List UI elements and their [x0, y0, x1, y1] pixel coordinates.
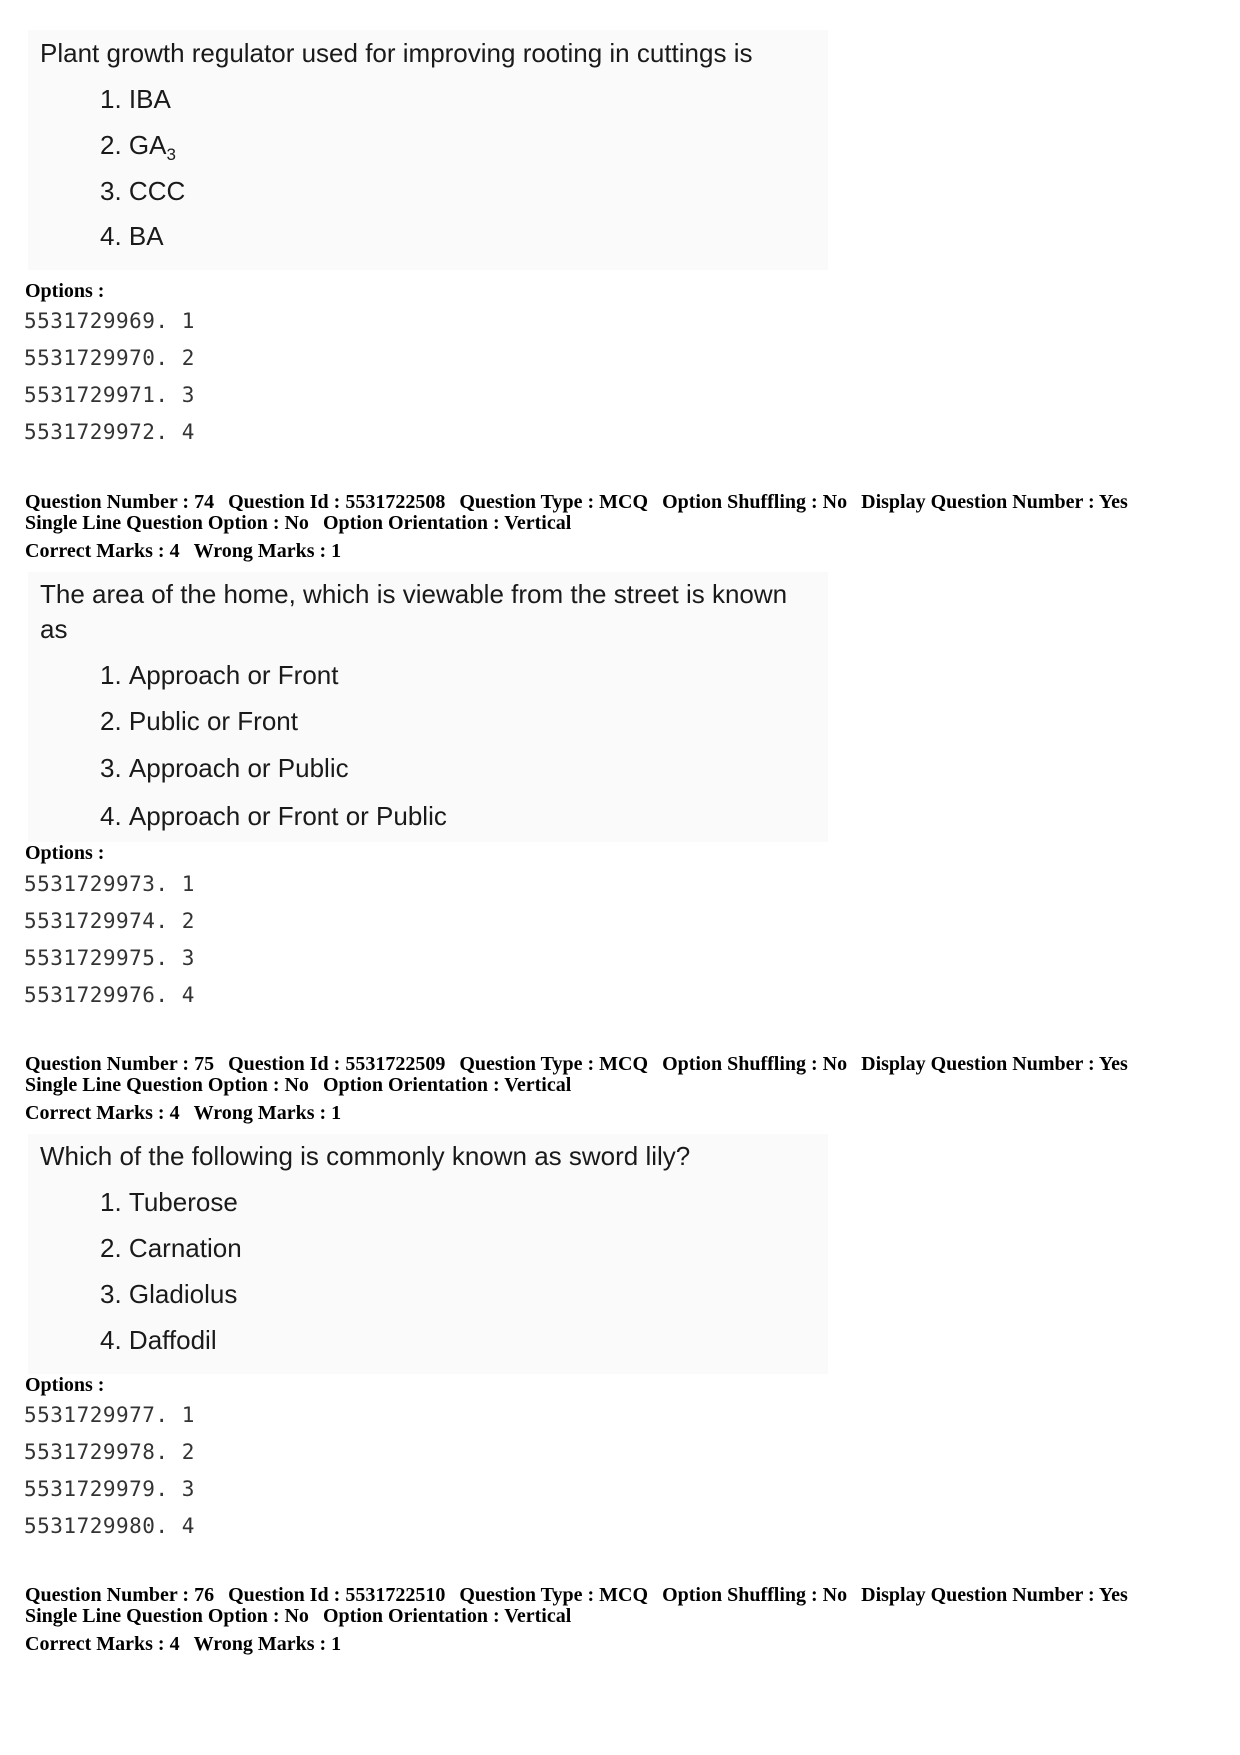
question-73-option-2: 5531729970. 2: [24, 346, 195, 370]
choice-text: IBA: [128, 84, 171, 114]
question-73-option-1: 5531729969. 1: [24, 309, 195, 333]
choice-text: Approach or Front: [128, 660, 339, 690]
question-74-stem-line-1: The area of the home, which is viewable from the street is known: [40, 579, 788, 609]
question-75-choice-2: [100, 1233, 242, 1264]
question-74-image: [28, 572, 828, 842]
choice-text: Carnation: [128, 1233, 242, 1263]
choice-number: 1.: [100, 84, 122, 114]
choice-text: Gladiolus: [128, 1279, 238, 1309]
question-73-option-4: 5531729972. 4: [24, 420, 195, 444]
choice-number: 3.: [100, 176, 122, 206]
option-orientation: Option Orientation : Vertical: [322, 512, 572, 534]
choice-number: 2.: [100, 1233, 122, 1263]
choice-number: 3.: [100, 1279, 122, 1309]
choice-text: Public or Front: [128, 706, 298, 736]
question-75-option-2: 5531729978. 2: [24, 1440, 195, 1464]
choice-text: Tuberose: [128, 1187, 238, 1217]
question-75-meta-line-2: [25, 1075, 585, 1096]
question-75-marks-line: [25, 1103, 355, 1124]
display-question-number: Display Question Number : Yes: [861, 1053, 1128, 1075]
choice-number: 2.: [100, 706, 122, 736]
wrong-marks: Wrong Marks : 1: [193, 1633, 342, 1655]
question-73-choice-3: [100, 176, 185, 207]
display-question-number: Display Question Number : Yes: [861, 491, 1128, 513]
question-73-options-label: Options :: [25, 280, 105, 302]
question-73-stem: Plant growth regulator used for improving rooting in cuttings is: [40, 38, 753, 68]
correct-marks: Correct Marks : 4: [25, 1633, 180, 1655]
choice-text: Daffodil: [128, 1325, 217, 1355]
choice-number: 4.: [100, 1325, 122, 1355]
choice-number: 1.: [100, 660, 122, 690]
question-number: Question Number : 74: [25, 491, 215, 513]
wrong-marks: Wrong Marks : 1: [193, 1102, 342, 1124]
question-75-choice-1: [100, 1187, 238, 1218]
question-id: Question Id : 5531722509: [228, 1053, 446, 1075]
single-line-option: Single Line Question Option : No: [25, 1605, 309, 1627]
question-number: Question Number : 76: [25, 1584, 215, 1606]
question-75-option-3: 5531729979. 3: [24, 1477, 195, 1501]
option-orientation: Option Orientation : Vertical: [322, 1074, 572, 1096]
question-74-choice-4: [100, 801, 447, 832]
question-76-meta-line-1: [25, 1585, 1142, 1606]
question-number: Question Number : 75: [25, 1053, 215, 1075]
wrong-marks: Wrong Marks : 1: [193, 540, 342, 562]
question-type: Question Type : MCQ: [459, 1584, 649, 1606]
choice-number: 4.: [100, 801, 122, 831]
question-76-marks-line: [25, 1634, 355, 1655]
choice-text: Approach or Front or Public: [128, 801, 447, 831]
question-75-meta-line-1: [25, 1054, 1142, 1075]
question-73-choice-4: [100, 221, 164, 252]
question-74-choice-2: [100, 706, 298, 737]
question-74-option-3: 5531729975. 3: [24, 946, 195, 970]
question-74-marks-line: [25, 541, 355, 562]
question-74-options-label: Options :: [25, 842, 105, 864]
question-73-choice-2: [100, 130, 176, 165]
option-shuffling: Option Shuffling : No: [662, 491, 848, 513]
question-74-choice-3: [100, 753, 349, 784]
question-75-option-4: 5531729980. 4: [24, 1514, 195, 1538]
question-76-meta-line-2: [25, 1606, 585, 1627]
choice-text: Approach or Public: [128, 753, 349, 783]
question-75-stem: Which of the following is commonly known as sword lily?: [40, 1141, 691, 1171]
question-type: Question Type : MCQ: [459, 491, 649, 513]
question-id: Question Id : 5531722510: [228, 1584, 446, 1606]
question-74-option-2: 5531729974. 2: [24, 909, 195, 933]
question-74-stem-line-2: as: [40, 614, 68, 644]
question-74-meta-line-2: [25, 513, 585, 534]
correct-marks: Correct Marks : 4: [25, 540, 180, 562]
question-75-choice-4: [100, 1325, 217, 1356]
question-75-option-1: 5531729977. 1: [24, 1403, 195, 1427]
choice-number: 2.: [100, 130, 122, 160]
option-shuffling: Option Shuffling : No: [662, 1584, 848, 1606]
choice-number: 3.: [100, 753, 122, 783]
option-shuffling: Option Shuffling : No: [662, 1053, 848, 1075]
display-question-number: Display Question Number : Yes: [861, 1584, 1128, 1606]
question-75-options-label: Options :: [25, 1374, 105, 1396]
question-type: Question Type : MCQ: [459, 1053, 649, 1075]
choice-text: GA: [128, 130, 167, 160]
question-73-choice-1: [100, 84, 171, 115]
question-75-choice-3: [100, 1279, 237, 1310]
option-orientation: Option Orientation : Vertical: [322, 1605, 572, 1627]
choice-subscript: 3: [166, 145, 176, 164]
single-line-option: Single Line Question Option : No: [25, 1074, 309, 1096]
question-74-meta-line-1: [25, 492, 1142, 513]
question-73-image: [28, 30, 828, 270]
choice-number: 1.: [100, 1187, 122, 1217]
single-line-option: Single Line Question Option : No: [25, 512, 309, 534]
question-75-image: [28, 1134, 828, 1374]
question-74-option-4: 5531729976. 4: [24, 983, 195, 1007]
choice-text: CCC: [128, 176, 186, 206]
question-74-option-1: 5531729973. 1: [24, 872, 195, 896]
question-id: Question Id : 5531722508: [228, 491, 446, 513]
choice-number: 4.: [100, 221, 122, 251]
correct-marks: Correct Marks : 4: [25, 1102, 180, 1124]
question-74-choice-1: [100, 660, 338, 691]
question-73-option-3: 5531729971. 3: [24, 383, 195, 407]
choice-text: BA: [128, 221, 164, 251]
